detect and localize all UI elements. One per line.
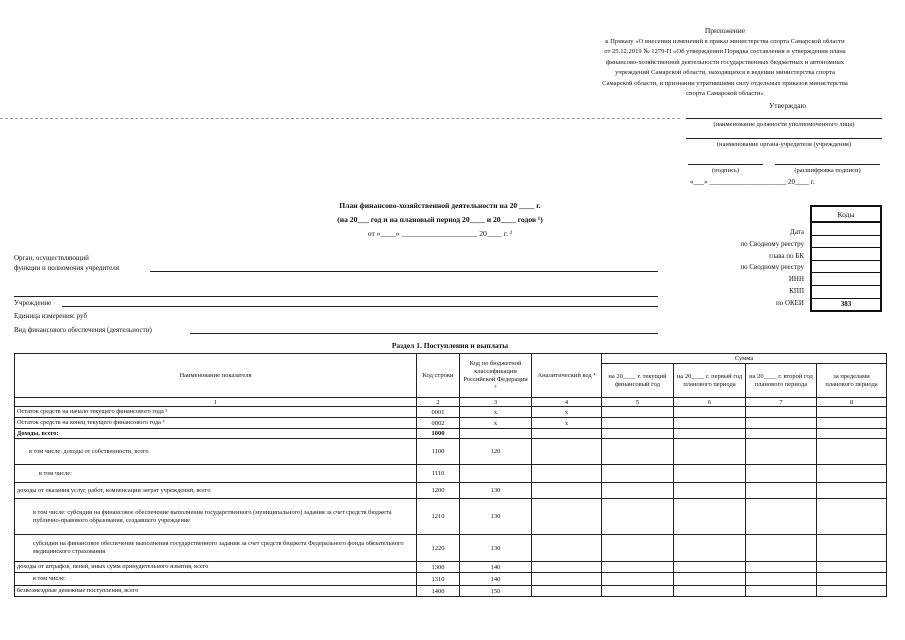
row-analytic-code <box>532 499 602 535</box>
appendix-line: к Приказу «О внесении изменений в приказ министерства спорта Самарской области <box>605 37 845 45</box>
appendix-line: спорта Самарской области» <box>686 90 764 97</box>
codes-header: Коды <box>811 206 881 222</box>
col-number: 2 <box>417 398 460 407</box>
row-name: в том числе: <box>15 573 417 586</box>
revenue-table <box>14 353 886 597</box>
header-name: Наименование показателя <box>15 354 417 398</box>
row-value-cell[interactable] <box>817 499 887 535</box>
header-budget-code: Код по бюджетной классификации Российской Федерации ³ <box>460 354 532 398</box>
col-number: 6 <box>674 398 746 407</box>
table-row <box>15 429 887 439</box>
activity-field[interactable] <box>190 333 658 334</box>
header-plan-year-1: на 20____ г. первый год планового периода <box>674 364 746 398</box>
row-name: безвозмездные денежные поступления, всего <box>15 586 417 597</box>
header-beyond: за пределами планового периода <box>817 364 887 398</box>
code-label: глава по БК <box>769 251 804 260</box>
row-value-cell[interactable] <box>674 418 746 429</box>
row-budget-code: 150 <box>460 586 532 597</box>
separator-line <box>0 118 680 119</box>
row-value-cell[interactable] <box>746 429 817 439</box>
row-value-cell[interactable] <box>674 407 746 418</box>
row-name: в том числе: субсидии на финансовое обеспечение выполнения государственного (муниципального) задания за счет средств бюджета публично-правового образования, создавшего учреждение <box>15 499 417 535</box>
col-number: 5 <box>602 398 674 407</box>
activity-label: Вид финансового обеспечения (деятельности) <box>14 326 152 334</box>
row-line-code: 0001 <box>417 407 460 418</box>
row-line-code: 1220 <box>417 535 460 562</box>
row-analytic-code <box>532 429 602 439</box>
org-line <box>686 138 882 139</box>
row-value-cell[interactable] <box>817 418 887 429</box>
codes-labels <box>660 227 804 310</box>
table-row <box>15 573 887 586</box>
row-analytic-code <box>532 562 602 573</box>
row-analytic-code <box>532 439 602 465</box>
code-date-cell[interactable] <box>811 222 881 235</box>
codes-box <box>810 205 882 312</box>
appendix-line: финансово-хозяйственной деятельности государственных бюджетных и автономных <box>605 58 845 66</box>
row-value-cell[interactable] <box>602 483 674 499</box>
row-line-code: 1200 <box>417 483 460 499</box>
row-line-code: 1000 <box>417 429 460 439</box>
organ-label-1: Орган, осуществляющий <box>14 254 89 262</box>
code-registry-cell[interactable] <box>811 235 881 248</box>
row-analytic-code <box>532 573 602 586</box>
row-analytic-code <box>532 483 602 499</box>
organ-field[interactable] <box>150 271 658 272</box>
col-number: 4 <box>532 398 602 407</box>
header-current-year: на 20____ г. текущий финансовый год <box>602 364 674 398</box>
row-analytic-code: x <box>532 407 602 418</box>
row-line-code: 0002 <box>417 418 460 429</box>
col-number: 1 <box>15 398 417 407</box>
row-value-cell[interactable] <box>674 439 746 465</box>
row-name: в том числе: доходы от собственности, всего <box>15 439 417 465</box>
separator-line-2 <box>14 296 658 297</box>
row-budget-code: 140 <box>460 562 532 573</box>
row-value-cell[interactable] <box>817 439 887 465</box>
row-budget-code: 130 <box>460 535 532 562</box>
row-value-cell[interactable] <box>602 586 674 597</box>
appendix-line: от 25.12.2019 № 1279-П «Об утверждении Порядка составления и утверждения плана <box>604 48 846 55</box>
row-line-code: 1100 <box>417 439 460 465</box>
row-value-cell[interactable] <box>674 535 746 562</box>
row-budget-code: 130 <box>460 499 532 535</box>
row-line-code: 1400 <box>417 586 460 597</box>
row-name: Доходы, всего: <box>15 429 417 439</box>
row-value-cell[interactable] <box>674 465 746 483</box>
col-number: 8 <box>817 398 887 407</box>
row-value-cell[interactable] <box>674 429 746 439</box>
row-value-cell[interactable] <box>746 483 817 499</box>
appendix-block <box>560 26 890 100</box>
row-budget-code: x <box>460 418 532 429</box>
row-value-cell[interactable] <box>674 499 746 535</box>
header-plan-year-2: на 20____ г. второй год планового периода <box>746 364 817 398</box>
row-value-cell[interactable] <box>602 465 674 483</box>
row-value-cell[interactable] <box>746 407 817 418</box>
org-caption: (наименование органа-учредителя (учреждения) <box>716 141 852 148</box>
row-value-cell[interactable] <box>746 535 817 562</box>
table-row <box>15 407 887 418</box>
code-label: Дата <box>790 228 804 236</box>
col-number: 7 <box>746 398 817 407</box>
table-row <box>15 562 887 573</box>
row-value-cell[interactable] <box>746 586 817 597</box>
row-name: субсидии на финансовое обеспечение выполнения государственного задания за счет средств бюджета Федерального фонда обязательного медицинского страхования <box>15 535 417 562</box>
row-value-cell[interactable] <box>817 562 887 573</box>
institution-label: Учреждение <box>14 299 52 307</box>
row-value-cell[interactable] <box>817 586 887 597</box>
row-value-cell[interactable] <box>817 429 887 439</box>
row-value-cell[interactable] <box>602 499 674 535</box>
code-registry2-cell[interactable] <box>811 260 881 273</box>
code-label: по ОКЕИ <box>775 298 804 307</box>
row-budget-code: 130 <box>460 483 532 499</box>
organ-label-2: функции и полномочия учредителя <box>14 264 119 272</box>
approval-title: Утверждаю <box>768 101 807 110</box>
row-analytic-code <box>532 586 602 597</box>
row-value-cell[interactable] <box>817 535 887 562</box>
row-analytic-code <box>532 465 602 483</box>
code-label: по Сводному реестру <box>740 263 804 272</box>
row-line-code: 1110 <box>417 465 460 483</box>
row-value-cell[interactable] <box>746 499 817 535</box>
appendix-line: Самарской области, и признании утратившими силу отдельных приказов министерства <box>602 79 848 87</box>
row-value-cell[interactable] <box>746 465 817 483</box>
code-label: ИНН <box>788 275 804 284</box>
unit-label: Единица измерения: руб <box>14 312 88 320</box>
row-analytic-code: x <box>532 418 602 429</box>
code-bk-cell[interactable] <box>811 248 881 261</box>
table-row <box>15 418 887 429</box>
row-value-cell[interactable] <box>746 573 817 586</box>
table-row <box>15 465 887 483</box>
row-value-cell[interactable] <box>746 562 817 573</box>
row-value-cell[interactable] <box>817 407 887 418</box>
row-budget-code <box>460 429 532 439</box>
row-budget-code: 140 <box>460 573 532 586</box>
row-value-cell[interactable] <box>817 465 887 483</box>
row-value-cell[interactable] <box>817 483 887 499</box>
decode-caption: (расшифровка подписи) <box>794 167 861 174</box>
position-line <box>686 118 882 119</box>
row-name: в том числе: <box>15 465 417 483</box>
institution-field[interactable] <box>62 306 658 307</box>
code-inn-cell[interactable] <box>811 273 881 286</box>
row-value-cell[interactable] <box>746 439 817 465</box>
row-budget-code: 120 <box>460 439 532 465</box>
plan-date: от «____» ____________________ 20____ г. ² <box>367 229 513 238</box>
header-analytic-code: Аналитический код ⁴ <box>532 354 602 398</box>
row-value-cell[interactable] <box>602 573 674 586</box>
row-name: Остаток средств на начало текущего финансового года ⁵ <box>15 407 417 418</box>
signature-caption: (подпись) <box>712 167 739 174</box>
row-value-cell[interactable] <box>602 407 674 418</box>
position-caption: (наименование должности уполномоченного лица) <box>713 121 855 128</box>
approval-date: «___» ______________________ 20____ г. <box>690 178 815 186</box>
row-value-cell[interactable] <box>674 483 746 499</box>
row-value-cell[interactable] <box>817 573 887 586</box>
row-value-cell[interactable] <box>674 562 746 573</box>
code-okei-cell[interactable]: 383 <box>811 298 881 311</box>
row-name: Остаток средств на конец текущего финансового года ⁵ <box>15 418 417 429</box>
table-row <box>15 483 887 499</box>
table-row <box>15 535 887 562</box>
header-line-code: Код строки <box>417 354 460 398</box>
code-kpp-cell[interactable] <box>811 285 881 298</box>
row-value-cell[interactable] <box>602 418 674 429</box>
plan-title <box>250 199 630 241</box>
row-name: доходы от оказания услуг, работ, компенсации затрат учреждений, всего <box>15 483 417 499</box>
row-value-cell[interactable] <box>746 418 817 429</box>
row-name: доходы от штрафов, пеней, иных сумм принудительного изъятия, всего <box>15 562 417 573</box>
header-sum: Сумма <box>602 354 887 364</box>
row-value-cell[interactable] <box>602 562 674 573</box>
row-value-cell[interactable] <box>674 573 746 586</box>
appendix-title: Приложение <box>704 26 746 35</box>
table-row <box>15 499 887 535</box>
decode-line <box>775 164 880 165</box>
row-line-code: 1210 <box>417 499 460 535</box>
plan-title-line1: План финансово-хозяйственной деятельности на 20 ____ г. <box>339 201 541 210</box>
row-value-cell[interactable] <box>602 429 674 439</box>
table-row <box>15 439 887 465</box>
section-title: Раздел 1. Поступления и выплаты <box>391 341 509 350</box>
col-number: 3 <box>460 398 532 407</box>
row-line-code: 1300 <box>417 562 460 573</box>
row-budget-code: x <box>460 407 532 418</box>
appendix-line: учреждений Самарской области, находящихся в ведении министерства спорта <box>615 69 835 76</box>
row-analytic-code <box>532 535 602 562</box>
code-label: КПП <box>789 286 804 295</box>
row-value-cell[interactable] <box>602 535 674 562</box>
row-value-cell[interactable] <box>674 586 746 597</box>
row-budget-code <box>460 465 532 483</box>
signature-line <box>688 164 763 165</box>
plan-title-line2: (на 20___ год и на плановый период 20____ и 20____ годов ¹) <box>337 215 543 224</box>
code-label: по Сводному реестру <box>740 239 804 248</box>
row-line-code: 1310 <box>417 573 460 586</box>
row-value-cell[interactable] <box>602 439 674 465</box>
table-row <box>15 586 887 597</box>
